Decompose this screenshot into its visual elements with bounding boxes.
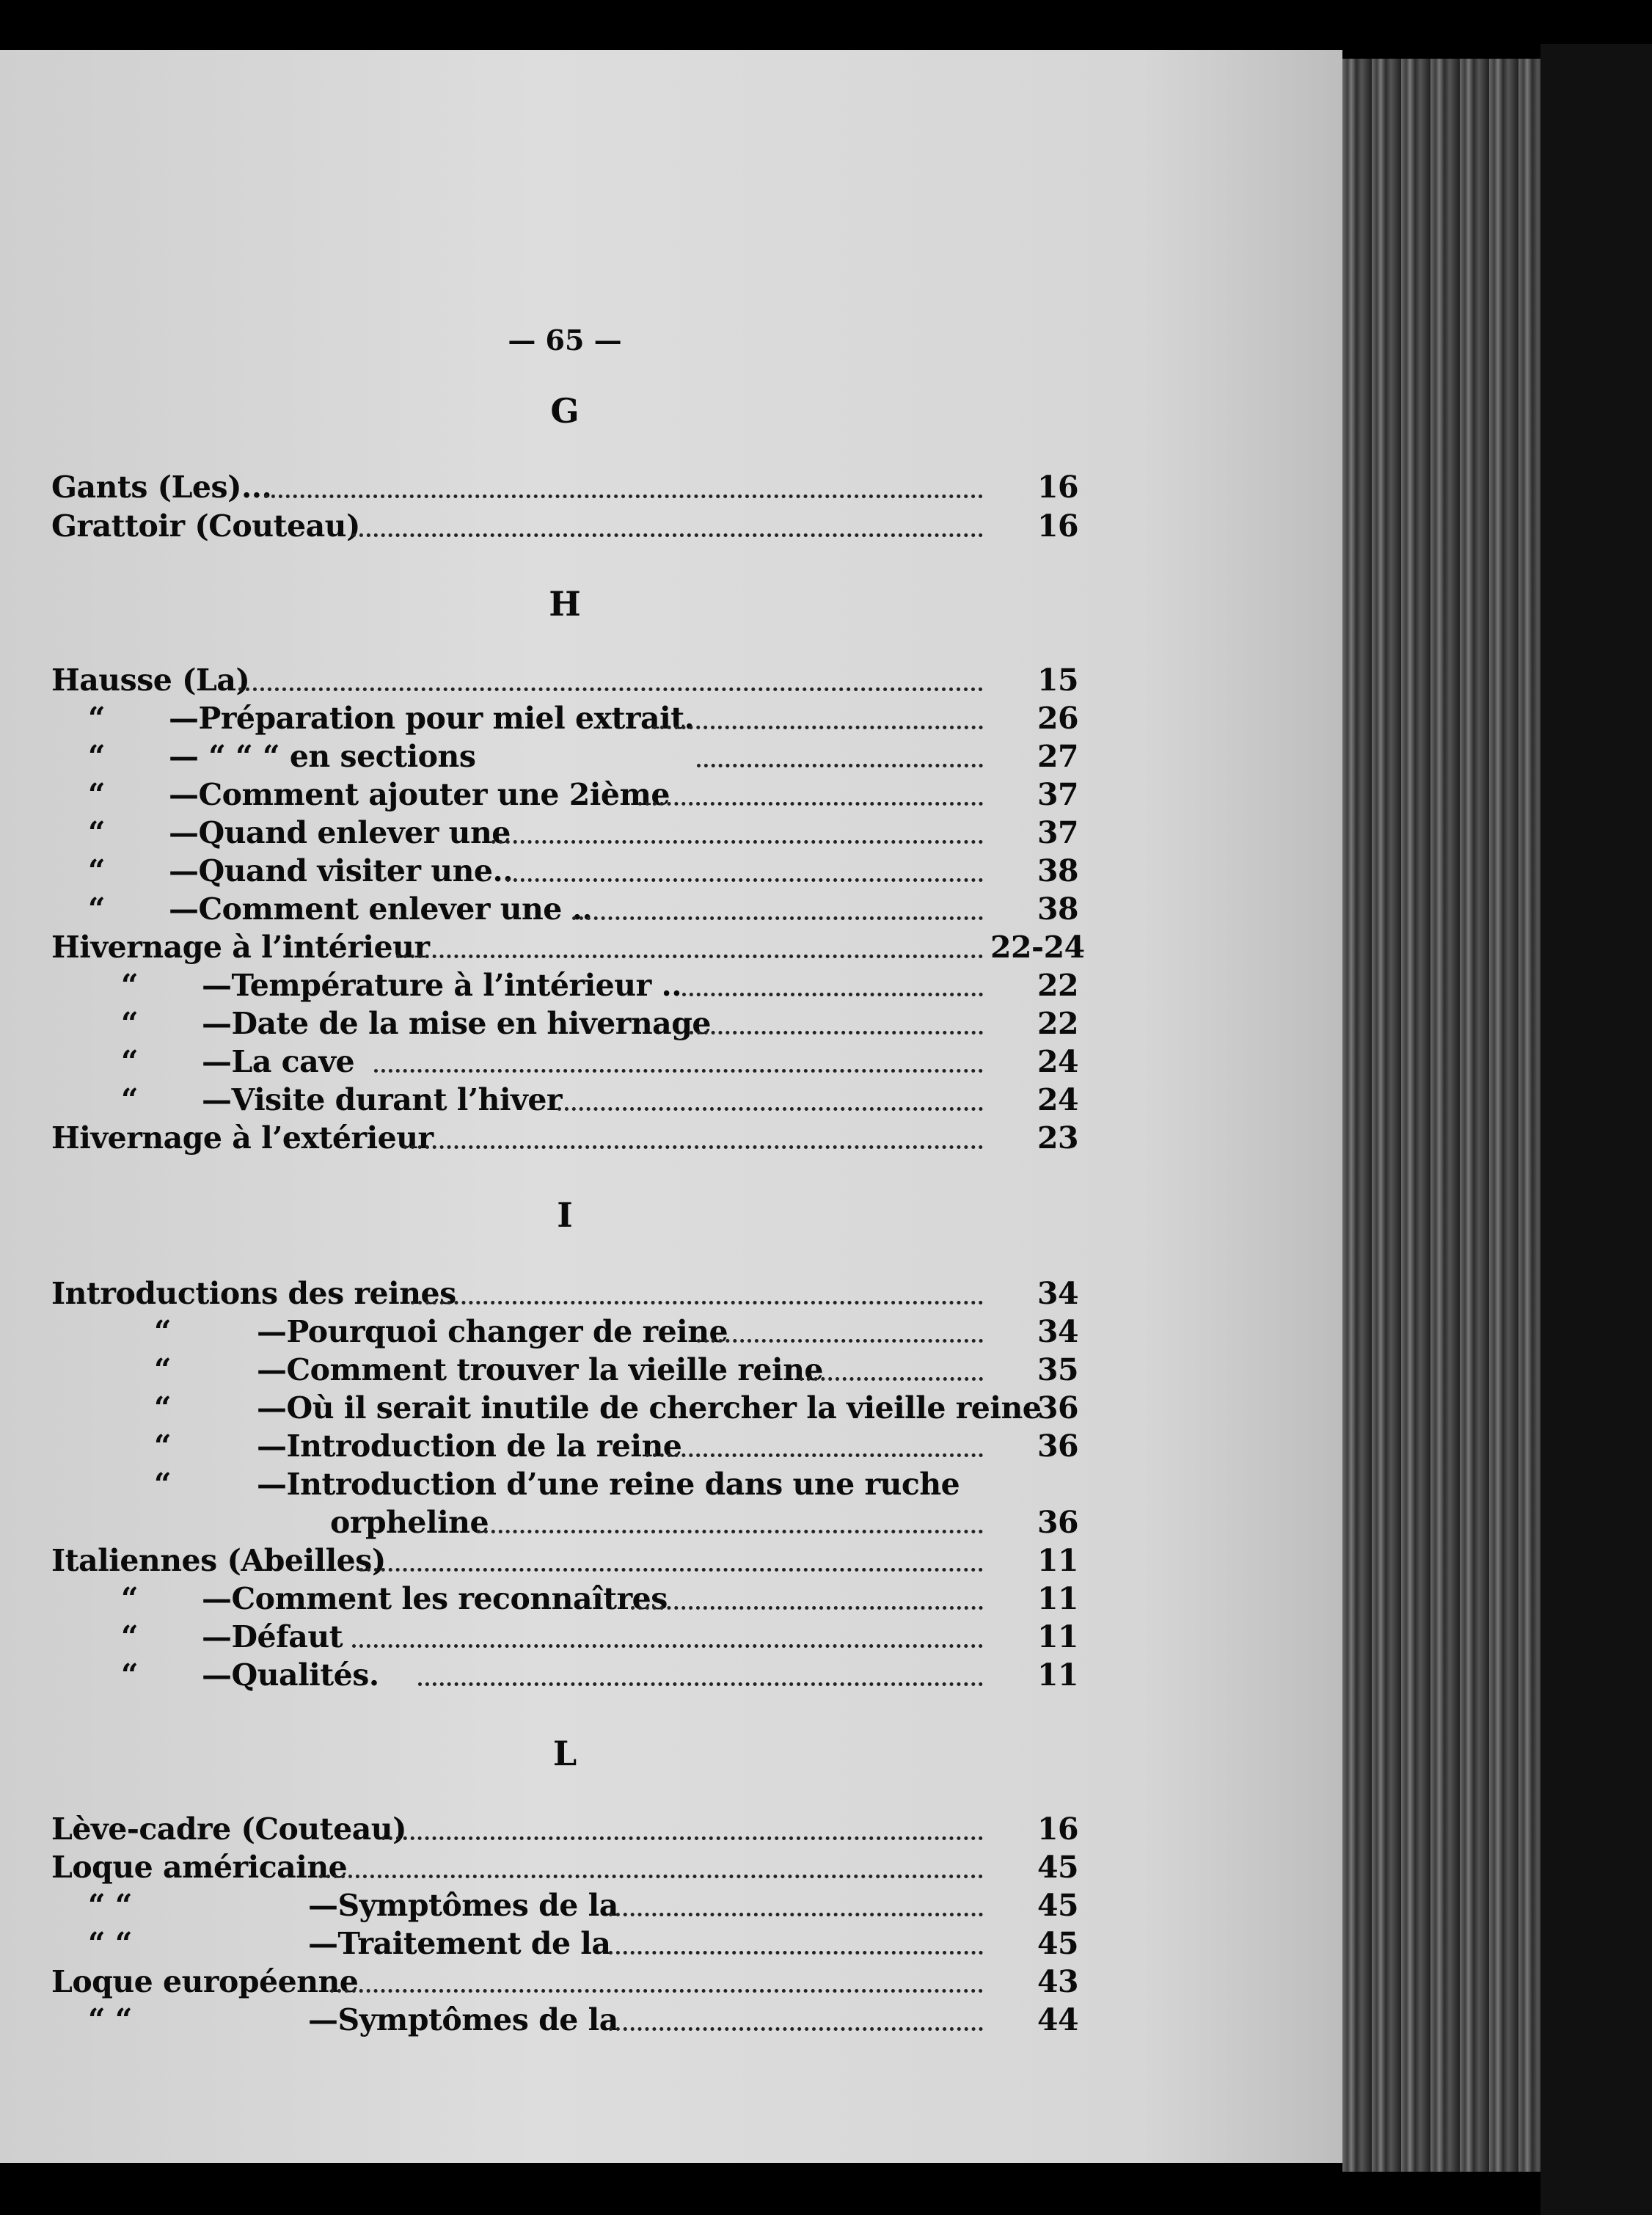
index-entry bbox=[51, 1119, 1078, 1157]
leader-dots bbox=[558, 1103, 983, 1111]
ditto-mark: “ bbox=[88, 891, 106, 927]
page-ref: 11 bbox=[1037, 1543, 1078, 1578]
leader-dots bbox=[491, 836, 983, 844]
entry-text: —Comment enlever une .. bbox=[169, 891, 593, 927]
book-spine-edge bbox=[1342, 59, 1540, 2172]
entry-text: orpheline bbox=[330, 1505, 489, 1540]
page-ref: 23 bbox=[1037, 1120, 1078, 1156]
index-entry bbox=[51, 1274, 1078, 1313]
entry-text: —Introduction d’une reine dans une ruche bbox=[257, 1467, 960, 1502]
entry-text: —Pourquoi changer de reine bbox=[257, 1314, 728, 1349]
index-entry bbox=[51, 890, 1078, 928]
ditto-mark: “ bbox=[121, 1044, 139, 1079]
index-entry bbox=[51, 1081, 1078, 1119]
leader-dots bbox=[682, 988, 983, 996]
page-ref: 16 bbox=[1037, 1811, 1078, 1847]
index-entry bbox=[51, 468, 1078, 506]
index-entry bbox=[51, 928, 1085, 966]
ditto-mark: “ “ bbox=[88, 1888, 132, 1923]
entry-text: Grattoir (Couteau) bbox=[51, 508, 360, 544]
ditto-mark: “ bbox=[121, 1619, 139, 1654]
page-ref: 37 bbox=[1037, 815, 1078, 850]
entry-text: —Comment ajouter une 2ième bbox=[169, 777, 670, 812]
section-letter-g: G bbox=[550, 391, 580, 431]
index-entry bbox=[51, 1541, 1078, 1580]
page-ref: 11 bbox=[1037, 1619, 1078, 1654]
leader-dots bbox=[697, 1335, 983, 1343]
leader-dots bbox=[646, 1449, 983, 1457]
index-entry bbox=[51, 699, 1078, 737]
leader-dots bbox=[411, 1296, 983, 1304]
entry-text: Loque européenne bbox=[51, 1964, 359, 1999]
entry-text: —Introduction de la reine bbox=[257, 1428, 682, 1464]
entry-text: —Où il serait inutile de chercher la vieille reine bbox=[257, 1390, 1042, 1426]
entry-text: Introductions des reines bbox=[51, 1276, 456, 1311]
leader-dots bbox=[319, 1870, 983, 1878]
ditto-mark: “ bbox=[154, 1390, 172, 1426]
section-letter-l: L bbox=[552, 1734, 577, 1773]
leader-dots bbox=[403, 1141, 983, 1149]
page-ref: 43 bbox=[1037, 1964, 1078, 1999]
leader-dots bbox=[238, 683, 983, 691]
leader-dots bbox=[506, 874, 983, 882]
leader-dots bbox=[396, 950, 983, 958]
index-entry bbox=[51, 1618, 1078, 1656]
entry-text: —Comment trouver la vieille reine bbox=[257, 1352, 823, 1387]
leader-dots bbox=[609, 2023, 983, 2031]
page-ref: 35 bbox=[1037, 1352, 1078, 1387]
ditto-mark: “ bbox=[88, 701, 106, 736]
leader-dots bbox=[352, 1640, 983, 1648]
page-ref: 36 bbox=[1037, 1428, 1078, 1464]
ditto-mark: “ bbox=[121, 1082, 139, 1117]
index-entry bbox=[51, 507, 1078, 545]
page-ref: 45 bbox=[1037, 1888, 1078, 1923]
index-entry bbox=[51, 1886, 1078, 1924]
index-entry bbox=[51, 2001, 1078, 2039]
page-number: — 65 — bbox=[508, 324, 622, 357]
entry-text: —Traitement de la bbox=[308, 1926, 611, 1961]
page-ref: 16 bbox=[1037, 470, 1078, 505]
ditto-mark: “ bbox=[154, 1352, 172, 1387]
entry-text: —Symptômes de la bbox=[308, 2002, 618, 2037]
index-entry bbox=[51, 1427, 1078, 1465]
ditto-mark: “ bbox=[121, 968, 139, 1003]
page-ref: 27 bbox=[1037, 739, 1078, 774]
page-ref: 24 bbox=[1037, 1082, 1078, 1117]
page-ref: 22 bbox=[1037, 1006, 1078, 1041]
leader-dots bbox=[374, 1065, 983, 1073]
index-entry bbox=[51, 1004, 1078, 1043]
index-entry bbox=[51, 661, 1078, 699]
page-ref: 38 bbox=[1037, 891, 1078, 927]
book-page bbox=[0, 50, 1342, 2163]
leader-dots bbox=[418, 1678, 983, 1686]
entry-text: —Défaut bbox=[202, 1619, 343, 1654]
entry-text: —Comment les reconnaîtres bbox=[202, 1581, 668, 1616]
leader-dots bbox=[697, 759, 983, 767]
entry-text: Hausse (La) bbox=[51, 663, 250, 698]
section-letter-i: I bbox=[557, 1195, 573, 1235]
ditto-mark: “ bbox=[88, 853, 106, 888]
page-ref: 11 bbox=[1037, 1657, 1078, 1693]
index-entry bbox=[51, 1503, 1078, 1541]
entry-text: Lève-cadre (Couteau) bbox=[51, 1811, 406, 1847]
ditto-mark: “ bbox=[154, 1467, 172, 1502]
leader-dots bbox=[264, 490, 983, 498]
page-ref: 15 bbox=[1037, 663, 1078, 698]
page-ref: 34 bbox=[1037, 1314, 1078, 1349]
index-entry bbox=[51, 776, 1078, 814]
ditto-mark: “ bbox=[154, 1428, 172, 1464]
page-ref: 22-24 bbox=[990, 930, 1085, 965]
ditto-mark: “ bbox=[121, 1006, 139, 1041]
entry-text: —Température à l’intérieur .. bbox=[202, 968, 681, 1003]
ditto-mark: “ “ bbox=[88, 1926, 132, 1961]
ditto-mark: “ “ bbox=[88, 2002, 132, 2037]
leader-dots bbox=[381, 1832, 983, 1840]
entry-text: —Symptômes de la bbox=[308, 1888, 618, 1923]
entry-text: —Date de la mise en hivernage bbox=[202, 1006, 711, 1041]
index-entry bbox=[51, 1810, 1078, 1848]
section-letter-h: H bbox=[549, 584, 581, 624]
entry-text: —Qualités. bbox=[202, 1657, 379, 1693]
ditto-mark: “ bbox=[121, 1581, 139, 1616]
entry-text: Gants (Les)... bbox=[51, 470, 272, 505]
entry-text: Hivernage à l’extérieur bbox=[51, 1120, 434, 1156]
page-ref: 34 bbox=[1037, 1276, 1078, 1311]
leader-dots bbox=[572, 912, 983, 920]
leader-dots bbox=[631, 1602, 983, 1610]
index-entry bbox=[51, 1848, 1078, 1886]
entry-text: —Quand enlever une bbox=[169, 815, 511, 850]
entry-text: —Quand visiter une.. bbox=[169, 853, 513, 888]
leader-dots bbox=[359, 1563, 983, 1572]
leader-dots bbox=[800, 1373, 983, 1381]
entry-text: Loque américaine bbox=[51, 1850, 348, 1885]
leader-dots bbox=[352, 529, 983, 537]
index-entry bbox=[51, 814, 1078, 852]
leader-dots bbox=[653, 721, 983, 729]
index-entry bbox=[51, 1043, 1078, 1081]
leader-dots bbox=[330, 1985, 983, 1993]
ditto-mark: “ bbox=[154, 1314, 172, 1349]
entry-text: Italiennes (Abeilles) bbox=[51, 1543, 386, 1578]
entry-text: — “ “ “ en sections bbox=[169, 739, 476, 774]
index-entry bbox=[51, 1351, 1078, 1389]
entry-text: Hivernage à l’intérieur bbox=[51, 930, 430, 965]
page-ref: 36 bbox=[1037, 1505, 1078, 1540]
page-ref: 37 bbox=[1037, 777, 1078, 812]
page-ref: 16 bbox=[1037, 508, 1078, 544]
ditto-mark: “ bbox=[88, 777, 106, 812]
page-ref: 11 bbox=[1037, 1581, 1078, 1616]
index-entry bbox=[51, 737, 1078, 776]
page-ref: 45 bbox=[1037, 1850, 1078, 1885]
entry-text: —Préparation pour miel extrait. bbox=[169, 701, 695, 736]
entry-text: —La cave bbox=[202, 1044, 355, 1079]
page-ref: 26 bbox=[1037, 701, 1078, 736]
page-ref: 44 bbox=[1037, 2002, 1078, 2037]
leader-dots bbox=[609, 1946, 983, 1955]
index-entry bbox=[51, 852, 1078, 890]
leader-dots bbox=[477, 1525, 983, 1533]
page-ref: 24 bbox=[1037, 1044, 1078, 1079]
index-entry bbox=[51, 1313, 1078, 1351]
index-entry bbox=[51, 1924, 1078, 1963]
leader-dots bbox=[609, 1908, 983, 1916]
page-ref: 36 bbox=[1037, 1390, 1078, 1426]
page-ref: 45 bbox=[1037, 1926, 1078, 1961]
page-ref: 38 bbox=[1037, 853, 1078, 888]
ditto-mark: “ bbox=[88, 739, 106, 774]
scan-border bbox=[1540, 44, 1652, 2215]
index-entry bbox=[51, 1465, 1078, 1503]
ditto-mark: “ bbox=[121, 1657, 139, 1693]
page-ref: 22 bbox=[1037, 968, 1078, 1003]
index-entry bbox=[51, 1656, 1078, 1694]
ditto-mark: “ bbox=[88, 815, 106, 850]
index-entry bbox=[51, 1389, 1078, 1427]
index-entry bbox=[51, 1580, 1078, 1618]
leader-dots bbox=[690, 1026, 983, 1034]
index-entry bbox=[51, 1963, 1078, 2001]
leader-dots bbox=[638, 798, 983, 806]
index-entry bbox=[51, 966, 1078, 1004]
entry-text: —Visite durant l’hiver bbox=[202, 1082, 563, 1117]
